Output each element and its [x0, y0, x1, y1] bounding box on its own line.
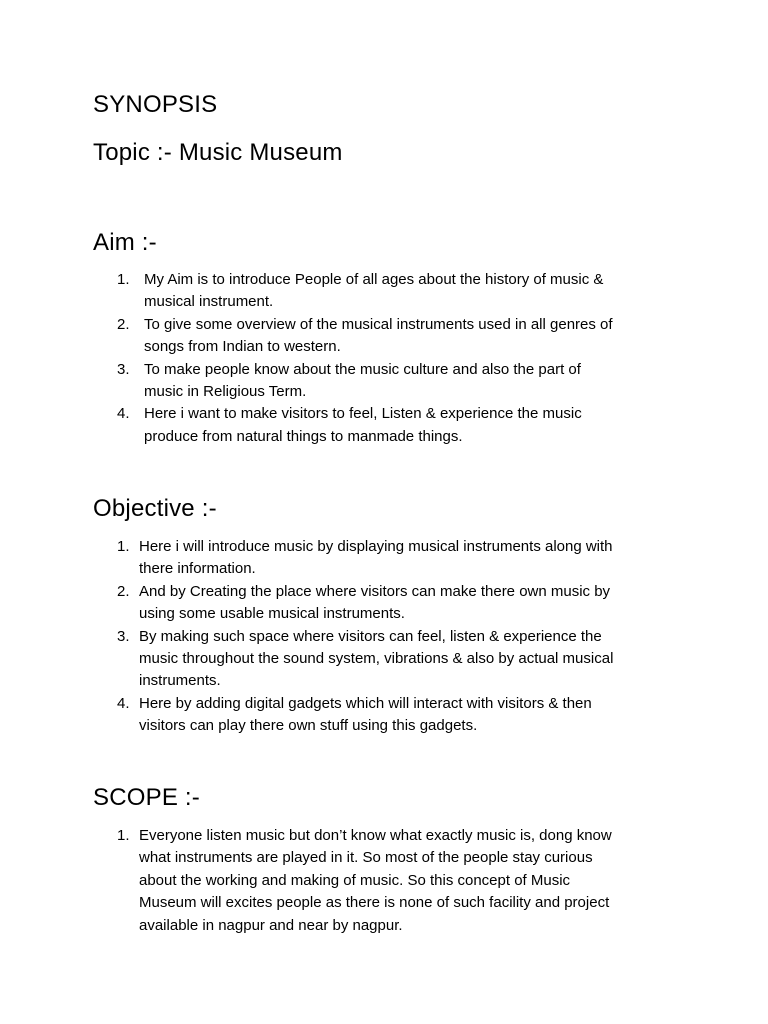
list-item-text-line: By making such space where visitors can feel, listen & experience the [139, 627, 602, 645]
list-item-text-line: Here i will introduce music by displaying musical instruments along with [139, 538, 613, 555]
aim-list [93, 269, 613, 448]
list-item-number: 1. [117, 827, 130, 844]
list-item-text-line: Everyone listen music but don’t know what exactly music is, dong know [139, 827, 612, 844]
list-item-text-line: music in Religious Term. [144, 383, 307, 401]
list-item-text-line: Here i want to make visitors to feel, Listen & experience the music [144, 405, 582, 423]
objective-list-item [93, 693, 613, 738]
list-item-text-line: produce from natural things to manmade things. [144, 427, 463, 445]
document-title: SYNOPSIS [93, 91, 218, 118]
objective-list [93, 536, 613, 738]
list-item-text-line: To make people know about the music culture and also the part of [144, 360, 581, 378]
list-item-number: 2. [117, 315, 130, 333]
objective-list-item [93, 581, 613, 626]
list-item-number: 3. [117, 360, 130, 378]
list-item-text-line: there information. [139, 560, 256, 578]
objective-list-item [93, 536, 613, 581]
list-item-text-line: using some usable musical instruments. [139, 605, 405, 623]
list-item-text-line: songs from Indian to western. [144, 338, 341, 356]
list-item-text-line: music throughout the sound system, vibrations & also by actual musical [139, 650, 614, 668]
scope-heading: SCOPE :- [93, 784, 200, 811]
aim-list-item [93, 359, 613, 404]
list-item-number: 3. [117, 627, 130, 645]
list-item-text-line: about the working and making of music. So this concept of Music [139, 871, 571, 889]
list-item-text-line: And by Creating the place where visitors can make there own music by [139, 582, 611, 600]
aim-list-item [93, 403, 613, 448]
list-item-text-line: Museum will excites people as there is none of such facility and project [139, 894, 610, 912]
list-item-text-line: what instruments are played in it. So most of the people stay curious [139, 849, 593, 867]
aim-heading: Aim :- [93, 229, 157, 256]
list-item-number: 2. [117, 582, 130, 600]
list-item-number: 1. [117, 538, 130, 555]
list-item-text-line: musical instrument. [144, 293, 274, 311]
list-item-text-line: visitors can play there own stuff using this gadgets. [139, 717, 478, 735]
scope-list-item [93, 825, 612, 937]
list-item-text-line: instruments. [139, 672, 221, 690]
topic-line: Topic :- Music Museum [93, 139, 343, 166]
list-item-text-line: Here by adding digital gadgets which will interact with visitors & then [139, 694, 592, 712]
list-item-number: 1. [117, 271, 130, 288]
scope-list [93, 825, 612, 937]
list-item-text-line: To give some overview of the musical instruments used in all genres of [144, 315, 613, 333]
objective-list-item [93, 626, 613, 693]
aim-list-item [93, 314, 613, 359]
list-item-number: 4. [117, 694, 130, 712]
list-item-text-line: My Aim is to introduce People of all ages about the history of music & [144, 271, 604, 288]
list-item-text-line: available in nagpur and near by nagpur. [139, 916, 403, 934]
objective-heading: Objective :- [93, 495, 217, 522]
aim-list-item [93, 269, 613, 314]
list-item-number: 4. [117, 405, 130, 423]
